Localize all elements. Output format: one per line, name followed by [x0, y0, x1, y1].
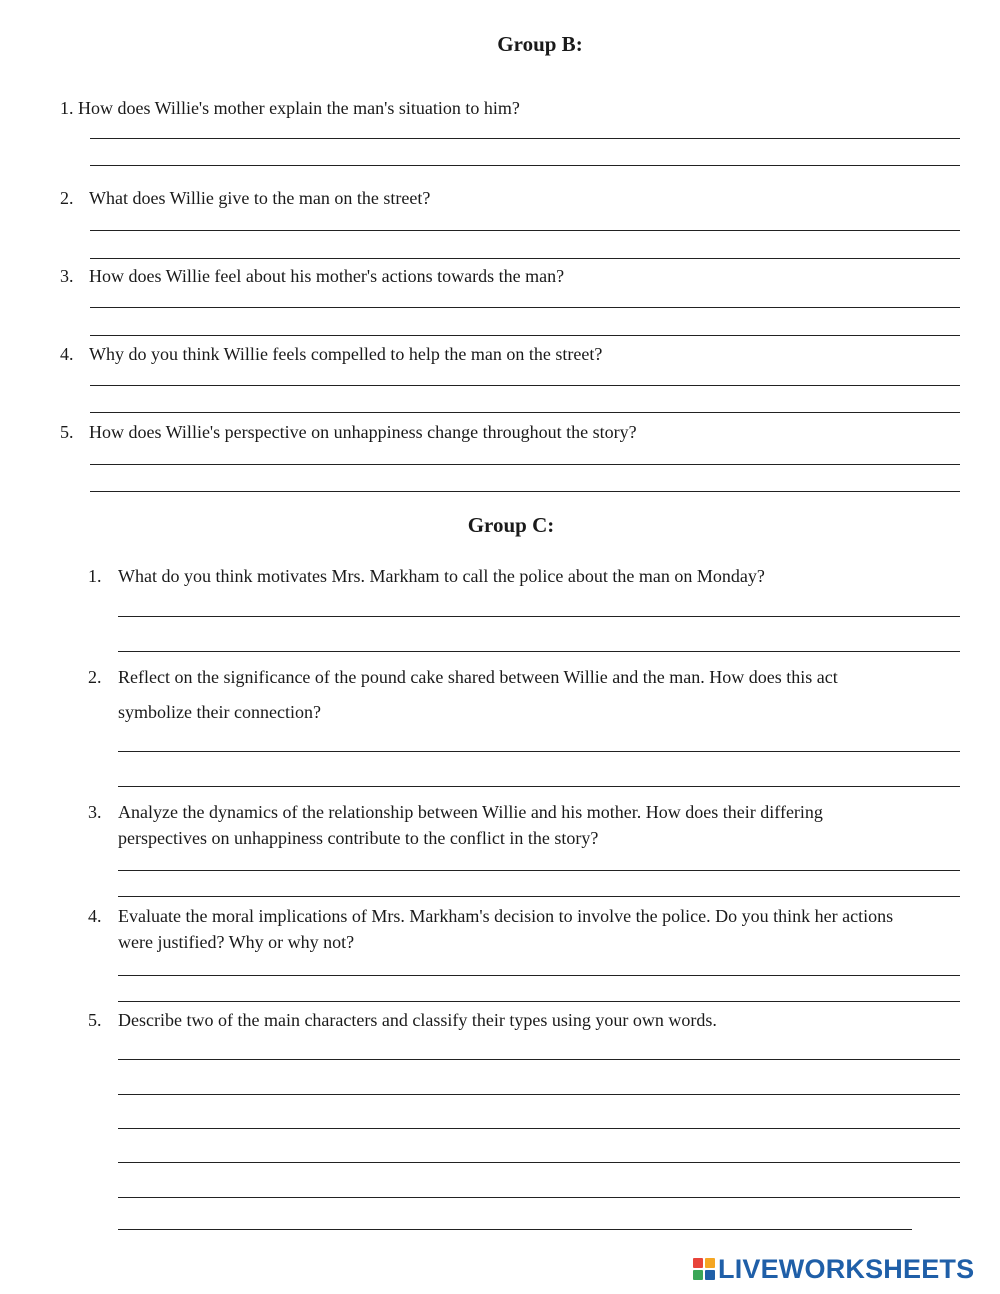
answer-line[interactable]: [90, 385, 960, 386]
liveworksheets-logo[interactable]: [693, 1254, 974, 1284]
answer-line[interactable]: [90, 335, 960, 336]
question-text: How does Willie feel about his mother's actions towards the man?: [89, 266, 565, 286]
logo-tile: [705, 1270, 715, 1280]
answer-line[interactable]: [118, 1162, 960, 1163]
question-number: 3.: [60, 266, 74, 286]
question-text: Describe two of the main characters and classify their types using your own words.: [118, 1010, 717, 1030]
question-text: Why do you think Willie feels compelled to help the man on the street?: [89, 344, 603, 364]
question-text: How does Willie's mother explain the man's situation to him?: [78, 98, 520, 118]
answer-line[interactable]: [118, 975, 960, 976]
question-number: 2.: [60, 188, 74, 208]
group-b-question-1: [60, 95, 520, 121]
answer-line[interactable]: [90, 307, 960, 308]
question-number: 2.: [88, 667, 102, 687]
answer-line[interactable]: [118, 870, 960, 871]
answer-line[interactable]: [118, 751, 960, 752]
question-text: Analyze the dynamics of the relationship between Willie and his mother. How does their differing: [118, 802, 823, 822]
answer-line[interactable]: [118, 896, 960, 897]
answer-line[interactable]: [118, 616, 960, 617]
logo-tile: [693, 1258, 703, 1268]
answer-line[interactable]: [90, 230, 960, 231]
question-text: were justified? Why or why not?: [118, 932, 355, 952]
answer-line[interactable]: [118, 1094, 960, 1095]
logo-tile: [705, 1258, 715, 1268]
answer-line[interactable]: [118, 1001, 960, 1002]
brand-wordmark: LIVEWORKSHEETS: [718, 1253, 975, 1284]
question-number: 1.: [88, 566, 102, 586]
logo-tile: [693, 1270, 703, 1280]
question-number: 4.: [88, 906, 102, 926]
question-text: What do you think motivates Mrs. Markham to call the police about the man on Monday?: [118, 566, 765, 586]
question-number: 3.: [88, 802, 102, 822]
answer-line[interactable]: [118, 1197, 960, 1198]
answer-line[interactable]: [118, 786, 960, 787]
answer-line[interactable]: [90, 138, 960, 139]
question-text: Reflect on the significance of the pound cake shared between Willie and the man. How does this act: [118, 667, 838, 687]
answer-line[interactable]: [118, 1059, 960, 1060]
question-text: What does Willie give to the man on the street?: [89, 188, 431, 208]
question-text: 1.: [60, 98, 74, 118]
question-text: Evaluate the moral implications of Mrs. Markham's decision to involve the police. Do you think her actions: [118, 906, 894, 926]
question-text: symbolize their connection?: [118, 702, 321, 722]
question-text: perspectives on unhappiness contribute to the conflict in the story?: [118, 828, 599, 848]
question-text: How does Willie's perspective on unhappiness change throughout the story?: [89, 422, 637, 442]
answer-line[interactable]: [118, 651, 960, 652]
answer-line[interactable]: [90, 491, 960, 492]
logo-tiles-icon: [693, 1258, 715, 1280]
answer-line[interactable]: [118, 1229, 912, 1230]
answer-line[interactable]: [90, 412, 960, 413]
group-b-heading: Group B:: [497, 32, 583, 56]
answer-line[interactable]: [90, 165, 960, 166]
answer-line[interactable]: [90, 258, 960, 259]
answer-line[interactable]: [90, 464, 960, 465]
question-number: 5.: [88, 1010, 102, 1030]
question-number: 4.: [60, 344, 74, 364]
answer-line[interactable]: [118, 1128, 960, 1129]
question-number: 5.: [60, 422, 74, 442]
group-c-heading: Group C:: [467, 513, 555, 537]
